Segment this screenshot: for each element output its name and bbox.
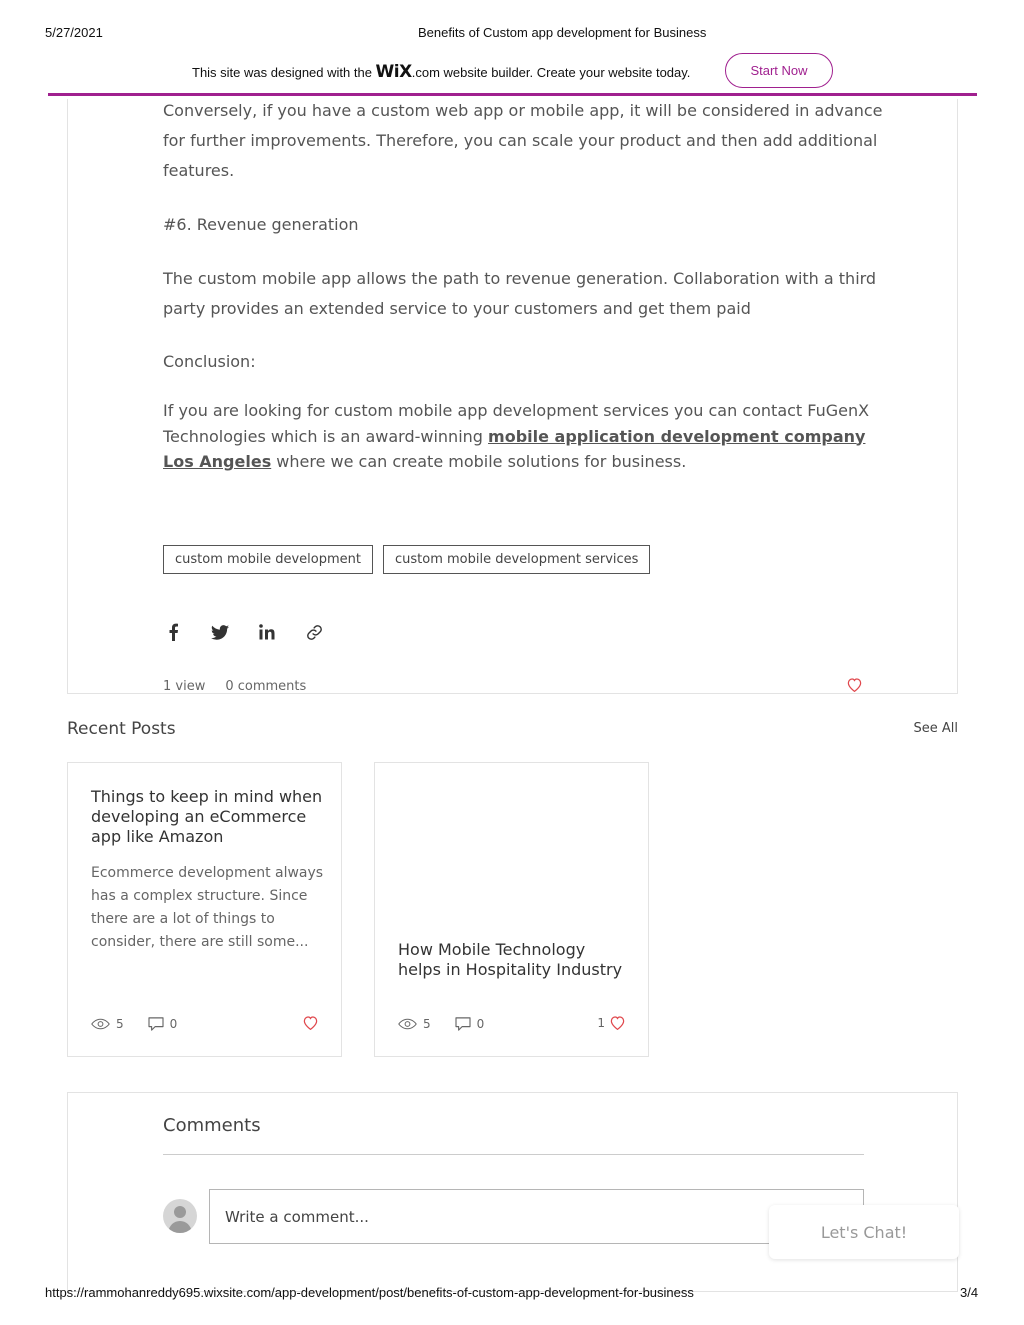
- tag-custom-mobile-development-services[interactable]: custom mobile development services: [383, 545, 650, 574]
- post-card: [67, 99, 958, 694]
- recent-post-card[interactable]: [374, 762, 649, 1057]
- recent-post-like[interactable]: [597, 1015, 626, 1030]
- twitter-icon[interactable]: [209, 621, 231, 643]
- wix-banner-text: This site was designed with the WiX.com website builder. Create your website today.: [192, 62, 691, 82]
- comment-icon: [148, 1017, 164, 1031]
- recent-post-title[interactable]: How Mobile Technology helps in Hospitality Industry: [398, 940, 623, 979]
- recent-posts-title: Recent Posts: [67, 719, 176, 739]
- print-url: https://rammohanreddy695.wixsite.com/app-development/post/benefits-of-custom-app-development-for-business: [45, 1285, 694, 1300]
- recent-post-like[interactable]: [298, 1015, 319, 1030]
- chat-widget-button[interactable]: Let's Chat!: [769, 1205, 959, 1259]
- recent-post-like-count: 1: [597, 1015, 605, 1030]
- post-paragraph: The custom mobile app allows the path to revenue generation. Collaboration with a third party provides an extended service to your customers and get them paid: [163, 269, 877, 318]
- recent-post-views: 5: [423, 1017, 431, 1031]
- facebook-icon[interactable]: [162, 621, 184, 643]
- company-link[interactable]: mobile application development company Los Angeles: [163, 426, 866, 471]
- heart-icon[interactable]: [846, 677, 863, 697]
- post-stats: [163, 679, 306, 694]
- eye-icon: [91, 1018, 110, 1030]
- start-now-button[interactable]: Start Now: [725, 53, 833, 88]
- comment-input[interactable]: Write a comment...: [209, 1189, 864, 1244]
- heart-icon[interactable]: [609, 1015, 626, 1030]
- post-conclusion: If you are looking for custom mobile app development services you can contact FuGenX Technologies which is an award-winning mobile application development company Los Angeles where we can create mobile solutions for business.: [163, 401, 870, 471]
- view-count: 1 view: [163, 679, 206, 694]
- comments-section: [67, 1092, 958, 1292]
- heart-icon[interactable]: [302, 1015, 319, 1030]
- recent-post-stats: [398, 1017, 484, 1031]
- wix-banner: [48, 52, 977, 96]
- linkedin-icon[interactable]: [256, 621, 278, 643]
- print-page-number: 3/4: [960, 1285, 979, 1300]
- print-title: Benefits of Custom app development for Business: [418, 25, 707, 40]
- recent-post-excerpt: Ecommerce development always has a complex structure. Since there are a lot of things to consider, there are still some...: [91, 865, 324, 950]
- avatar: [163, 1199, 197, 1233]
- link-icon[interactable]: [303, 621, 325, 643]
- share-row: [162, 621, 325, 643]
- print-date: 5/27/2021: [45, 25, 103, 40]
- recent-post-comments: 0: [476, 1017, 485, 1031]
- comment-icon: [455, 1017, 471, 1031]
- print-header: [0, 25, 1024, 41]
- post-paragraph: Conversely, if you have a custom web app or mobile app, it will be considered in advance for further improvements. Therefore, you can scale your product and then add additional features.: [163, 101, 883, 180]
- recent-post-title[interactable]: Things to keep in mind when developing an eCommerce app like Amazon: [91, 787, 323, 846]
- tag-list: [163, 545, 650, 574]
- recent-post-views: 5: [116, 1017, 124, 1031]
- see-all-link[interactable]: See All: [913, 721, 958, 736]
- post-heading-revenue: #6. Revenue generation: [163, 215, 359, 234]
- post-heading-conclusion: Conclusion:: [163, 352, 256, 371]
- recent-post-stats: [91, 1017, 177, 1031]
- user-icon: [163, 1199, 197, 1233]
- comments-divider: [163, 1154, 864, 1155]
- comments-title: Comments: [163, 1115, 261, 1136]
- recent-post-card[interactable]: [67, 762, 342, 1057]
- wix-logo: WiX: [375, 62, 412, 82]
- recent-post-comments: 0: [169, 1017, 178, 1031]
- eye-icon: [398, 1018, 417, 1030]
- comment-count[interactable]: 0 comments: [225, 679, 307, 694]
- tag-custom-mobile-development[interactable]: custom mobile development: [163, 545, 373, 574]
